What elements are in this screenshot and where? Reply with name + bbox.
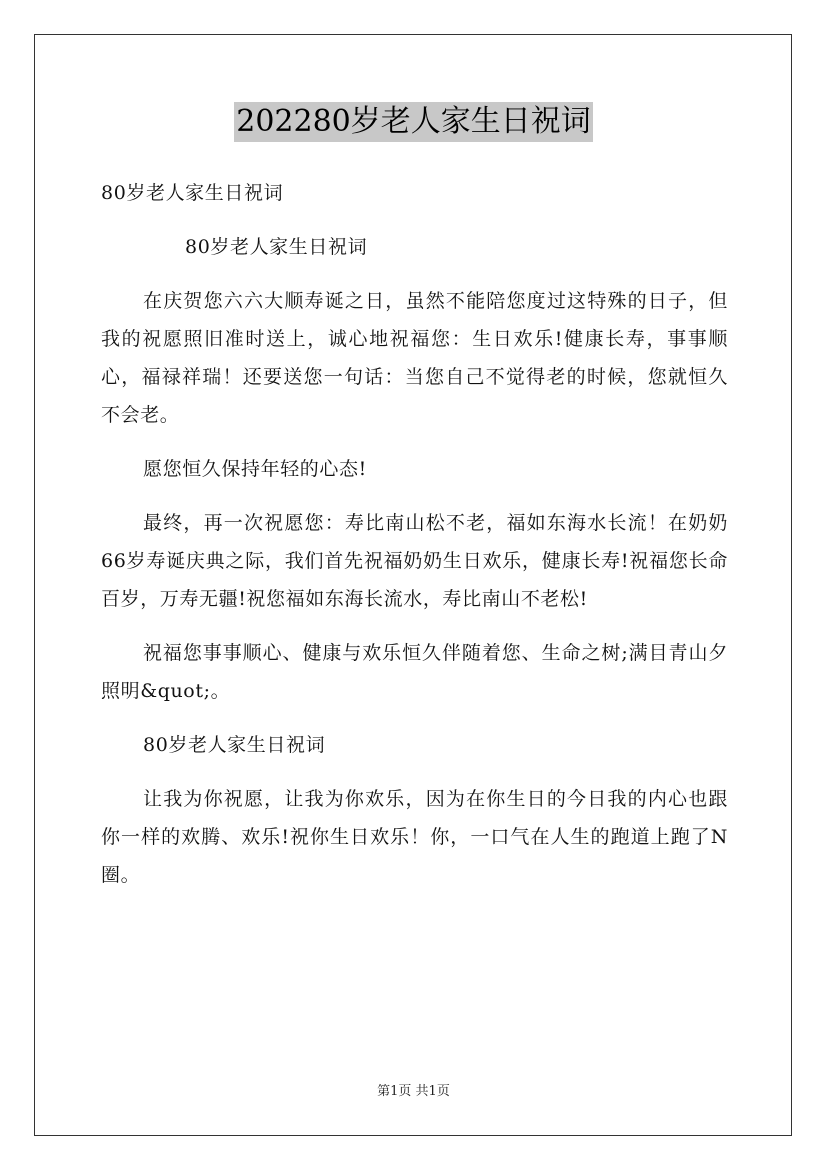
paragraph-heading: 80岁老人家生日祝词 xyxy=(101,182,284,204)
paragraph-section-heading: 80岁老人家生日祝词 xyxy=(143,734,326,756)
paragraph: 让我为你祝愿，让我为你欢乐，因为在你生日的今日我的内心也跟你一样的欢腾、欢乐!祝你生日欢乐！你，一口气在人生的跑道上跑了N圈。 xyxy=(101,788,728,886)
paragraph-subheading: 80岁老人家生日祝词 xyxy=(185,236,368,258)
document-title: 202280岁老人家生日祝词 xyxy=(234,102,593,142)
paragraph: 最终，再一次祝愿您：寿比南山松不老，福如东海水长流！在奶奶66岁寿诞庆典之际，我们首先祝福奶奶生日欢乐，健康长寿!祝福您长命百岁，万寿无疆!祝您福如东海长流水，寿比南山不老松! xyxy=(101,512,728,610)
page-footer: 第1页 共1页 xyxy=(377,1084,450,1099)
title-container xyxy=(0,102,827,142)
paragraph: 祝福您事事顺心、健康与欢乐恒久伴随着您、生命之树;满目青山夕照明&quot;。 xyxy=(101,642,728,702)
paragraph: 愿您恒久保持年轻的心态! xyxy=(143,458,367,480)
paragraph: 在庆贺您六六大顺寿诞之日，虽然不能陪您度过这特殊的日子，但我的祝愿照旧准时送上，诚心地祝福您：生日欢乐!健康长寿，事事顺心，福禄祥瑞！还要送您一句话：当您自己不觉得老的时候，您就恒久不会老。 xyxy=(101,290,728,426)
document-body xyxy=(101,174,728,910)
